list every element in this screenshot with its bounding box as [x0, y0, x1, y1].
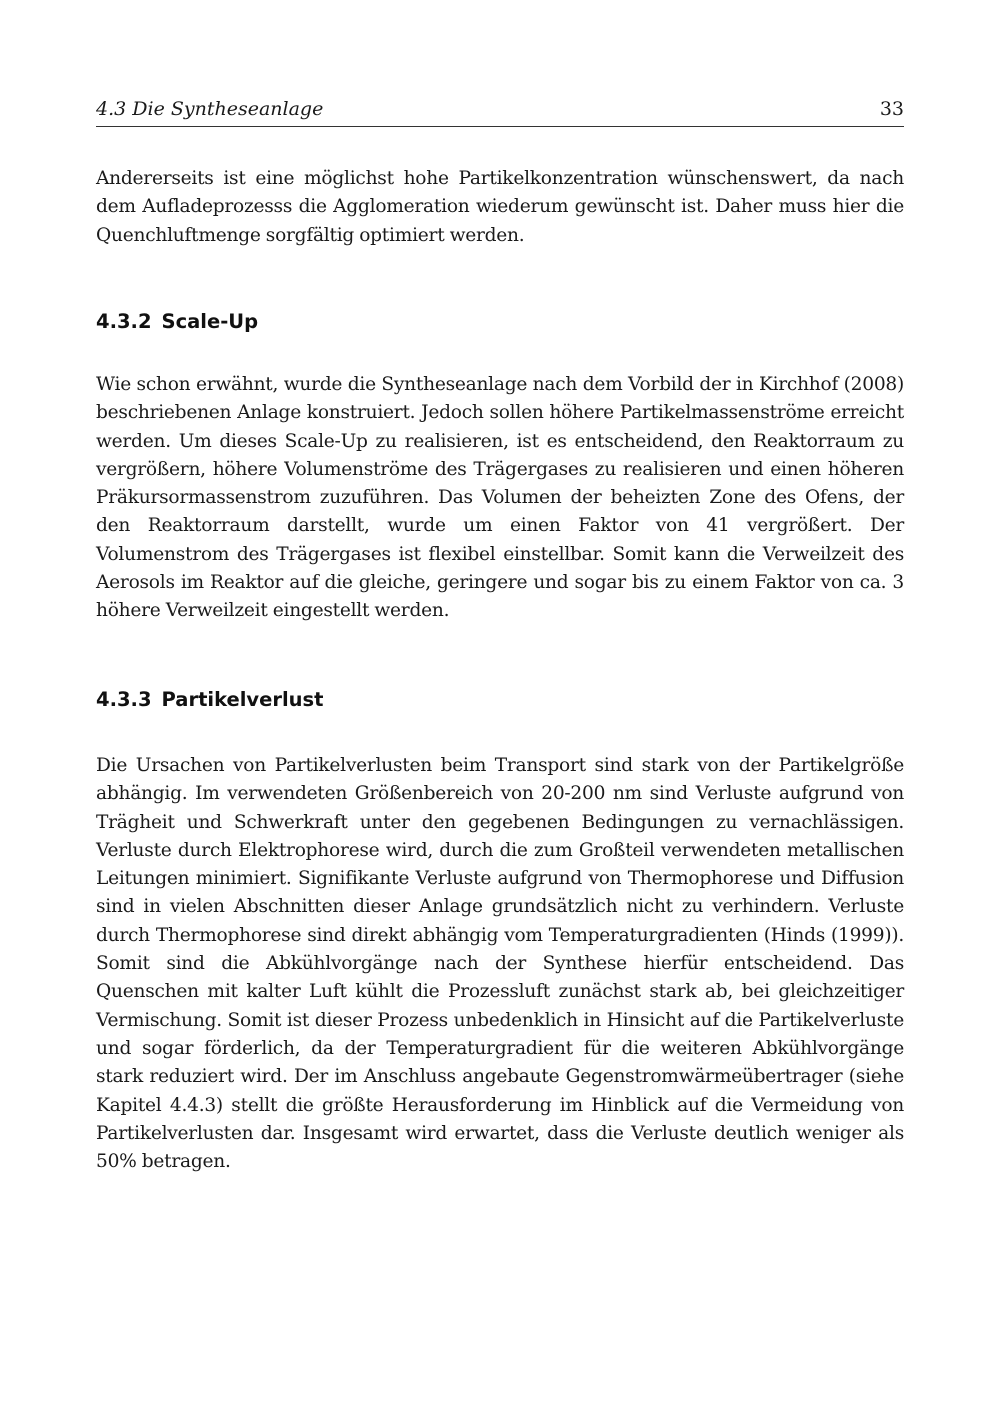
section-heading-partikelverlust — [96, 688, 323, 711]
partikelverlust-paragraph: Die Ursachen von Partikelverlusten beim Transport sind stark von der Partikelgröße abhängig. Im verwendeten Größenbereich von 20-200 nm sind Verluste aufgrund von Trägheit und Schwerkraft unter den gegebenen Bedingungen zu vernachlässigen. Verluste durch Elektrophorese wird, durch die zum Großteil verwendeten metallischen Leitungen minimiert. Signifikante Verluste aufgrund von Thermophorese und Diffusion sind in vielen Abschnitten dieser Anlage grundsätzlich nicht zu verhindern. Verluste durch Thermophorese sind direkt abhängig vom Temperaturgradienten (Hinds (1999)). Somit sind die Abkühlvorgänge nach der Synthese hierfür entscheidend. Das Quenschen mit kalter Luft kühlt die Prozessluft zunächst stark ab, bei gleichzeitiger Vermischung. Somit ist dieser Prozess unbedenklich in Hinsicht auf die Partikelverluste und sogar förderlich, da der Temperaturgradient für die weiteren Abkühlvorgänge stark reduziert wird. Der im Anschluss angebaute Gegenstromwärmeübertrager (siehe Kapitel 4.4.3) stellt die größte Herausforderung im Hinblick auf die Vermeidung von Partikelverlusten dar. Insgesamt wird erwartet, dass die Verluste deutlich weniger als 50% betragen. — [96, 755, 904, 1173]
header-section-title: 4.3 Die Syntheseanlage — [96, 98, 324, 120]
section-title: Partikelverlust — [161, 688, 324, 711]
intro-paragraph: Andererseits ist eine möglichst hohe Partikelkonzentration wünschenswert, da nach dem Aufladeprozesss die Agglomeration wiederum gewünscht ist. Daher muss hier die Quenchluftmenge sorgfältig optimiert werden. — [96, 168, 904, 246]
scale-up-paragraph: Wie schon erwähnt, wurde die Syntheseanlage nach dem Vorbild der in Kirchhof (2008) beschriebenen Anlage konstruiert. Jedoch sollen höhere Partikelmassenströme erreicht werden. Um dieses Scale-Up zu realisieren, ist es entscheidend, den Reaktorraum zu vergrößern, höhere Volumenströme des Trägergases zu realisieren und einen höheren Präkursormassenstrom zuzuführen. Das Volumen der beheizten Zone des Ofens, der den Reaktorraum darstellt, wurde um einen Faktor von 41 vergrößert. Der Volumenstrom des Trägergases ist flexibel einstellbar. Somit kann die Verweilzeit des Aerosols im Reaktor auf die gleiche, geringere und sogar bis zu einem Faktor von ca. 3 höhere Verweilzeit eingestellt werden. — [96, 374, 904, 622]
section-title: Scale-Up — [161, 310, 259, 333]
page-number: 33 — [879, 98, 904, 120]
section-heading-scale-up — [96, 310, 258, 333]
section-number: 4.3.3 — [96, 688, 152, 711]
document-page — [96, 0, 904, 1414]
section-number: 4.3.2 — [96, 310, 152, 333]
running-header — [96, 98, 904, 127]
